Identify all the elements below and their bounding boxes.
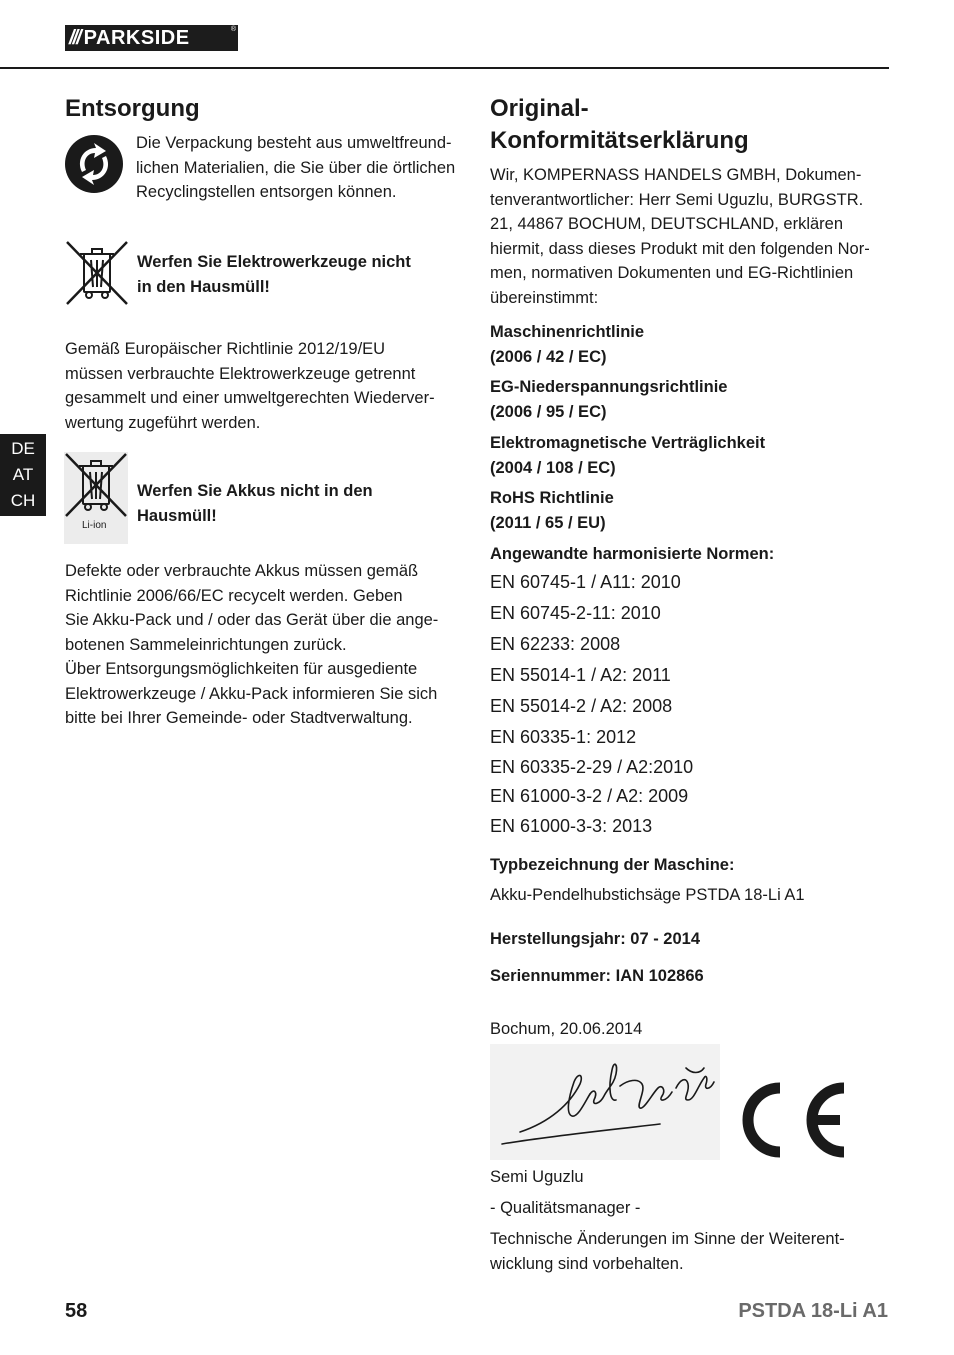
- intro-line: men, normativen Dokumenten und EG-Richtlinien: [490, 264, 854, 282]
- logo-slashes: ///: [69, 26, 80, 49]
- disposal-paragraph-2: [65, 559, 470, 731]
- directive-name: EG-Niederspannungsrichtlinie: [490, 378, 728, 396]
- liion-bin-icon: [64, 452, 128, 544]
- warning-line: Werfen Sie Akkus nicht in den: [137, 482, 373, 500]
- norm-item: EN 55014-1 / A2: 2011: [490, 665, 671, 685]
- title-line: Konformitätserklärung: [490, 127, 749, 154]
- paragraph-line: Über Entsorgungsmöglichkeiten für ausgediente: [65, 660, 418, 678]
- logo-brand: PARKSIDE: [83, 26, 190, 49]
- directive-low-voltage: [490, 375, 890, 424]
- norms-list: [490, 567, 890, 842]
- header-rule: [0, 67, 889, 69]
- paragraph-line: müssen verbrauchte Elektrowerkzeuge getrennt: [65, 364, 416, 383]
- intro-line: 21, 44867 BOCHUM, DEUTSCHLAND, erklären: [490, 215, 844, 233]
- warning-line: in den Hausmüll!: [137, 277, 270, 296]
- parkside-logo: [65, 25, 238, 51]
- directive-number: (2004 / 108 / EC): [490, 458, 616, 477]
- directive-emc: [490, 431, 890, 480]
- serial-number: Seriennummer: IAN 102866: [490, 967, 704, 985]
- manufacture-year: Herstellungsjahr: 07 - 2014: [490, 930, 701, 948]
- intro-line: übereinstimmt:: [490, 288, 599, 307]
- warning-line: Werfen Sie Elektrowerkzeuge nicht: [137, 253, 411, 271]
- directive-number: (2011 / 65 / EU): [490, 513, 606, 532]
- lang-ch: CH: [10, 491, 36, 510]
- type-heading: Typbezeichnung der Maschine:: [490, 856, 735, 874]
- directive-rohs: [490, 486, 890, 535]
- norm-item: EN 60745-1 / A11: 2010: [490, 572, 681, 592]
- directive-number: (2006 / 95 / EC): [490, 402, 607, 421]
- signature-image: [490, 1044, 720, 1160]
- logo-registered-mark: ®: [230, 26, 236, 33]
- recycling-text-line: Die Verpackung besteht aus umweltfreund-: [136, 134, 452, 152]
- paragraph-line: wertung zugeführt werden.: [65, 413, 261, 432]
- crossed-bin-battery-icon: [64, 452, 128, 522]
- lang-at: AT: [12, 465, 34, 484]
- recycling-icon: [64, 134, 124, 194]
- directive-machinery: [490, 320, 890, 369]
- norm-item: EN 62233: 2008: [490, 634, 621, 654]
- intro-line: Wir, KOMPERNASS HANDELS GMBH, Dokumen-: [490, 166, 862, 184]
- directive-name: Elektromagnetische Verträglichkeit: [490, 434, 766, 452]
- signer-role: - Qualitätsmanager -: [490, 1199, 641, 1217]
- lang-de: DE: [11, 439, 35, 458]
- paragraph-line: gesammelt und einer umweltgerechten Wiederver-: [65, 389, 435, 407]
- recycling-text-line: Recyclingstellen entsorgen können.: [136, 183, 397, 201]
- section-title-conformity: [490, 93, 749, 157]
- closing-note: [490, 1227, 890, 1276]
- closing-line: Technische Änderungen im Sinne der Weiterent-: [490, 1230, 845, 1248]
- signer-name: Semi Uguzlu: [490, 1168, 584, 1186]
- page-number: 58: [65, 1300, 88, 1322]
- norm-item: EN 61000-3-2 / A2: 2009: [490, 786, 689, 806]
- recycling-text-line: lichen Materialien, die Sie über die örtlichen: [136, 158, 456, 177]
- paragraph-line: botenen Sammeleinrichtungen zurück.: [65, 635, 347, 654]
- crossed-bin-icon: [65, 240, 129, 306]
- footer-model: PSTDA 18-Li A1: [738, 1300, 888, 1322]
- title-line: Original-: [490, 95, 589, 122]
- place-date: Bochum, 20.06.2014: [490, 1020, 643, 1038]
- type-value: Akku-Pendelhubstichsäge PSTDA 18-Li A1: [490, 886, 805, 904]
- directive-number: (2006 / 42 / EC): [490, 347, 607, 366]
- norm-item: EN 60335-2-29 / A2:2010: [490, 757, 694, 777]
- paragraph-line: Elektrowerkzeuge / Akku-Pack informieren Sie sich: [65, 684, 438, 703]
- warning-batteries: [137, 479, 467, 528]
- intro-line: hiermit, dass dieses Produkt mit den folgenden Nor-: [490, 239, 870, 258]
- paragraph-line: Richtlinie 2006/66/EC recycelt werden. Geben: [65, 586, 403, 605]
- warning-electrotools: [137, 250, 467, 299]
- warning-line: Hausmüll!: [137, 506, 217, 525]
- language-tab: [0, 434, 46, 516]
- closing-line: wicklung sind vorbehalten.: [490, 1254, 684, 1273]
- norm-item: EN 61000-3-3: 2013: [490, 816, 653, 836]
- recycling-text: [136, 131, 476, 205]
- norms-heading: Angewandte harmonisierte Normen:: [490, 545, 775, 563]
- ce-mark-icon: [736, 1080, 850, 1160]
- intro-line: tenverantwortlicher: Herr Semi Uguzlu, BURGSTR.: [490, 190, 864, 209]
- conformity-intro: [490, 163, 890, 310]
- liion-label: Li-ion: [82, 520, 107, 531]
- directive-name: RoHS Richtlinie: [490, 489, 614, 507]
- directive-name: Maschinenrichtlinie: [490, 323, 645, 341]
- paragraph-line: bitte bei Ihrer Gemeinde- oder Stadtverwaltung.: [65, 709, 413, 727]
- disposal-paragraph-1: [65, 337, 465, 435]
- paragraph-line: Defekte oder verbrauchte Akkus müssen gemäß: [65, 562, 419, 580]
- norm-item: EN 55014-2 / A2: 2008: [490, 696, 673, 716]
- paragraph-line: Sie Akku-Pack und / oder das Gerät über die ange-: [65, 611, 439, 629]
- paragraph-line: Gemäß Europäischer Richtlinie 2012/19/EU: [65, 340, 386, 358]
- norm-item: EN 60335-1: 2012: [490, 727, 637, 747]
- section-title-entsorgung: Entsorgung: [65, 95, 200, 122]
- norm-item: EN 60745-2-11: 2010: [490, 603, 661, 623]
